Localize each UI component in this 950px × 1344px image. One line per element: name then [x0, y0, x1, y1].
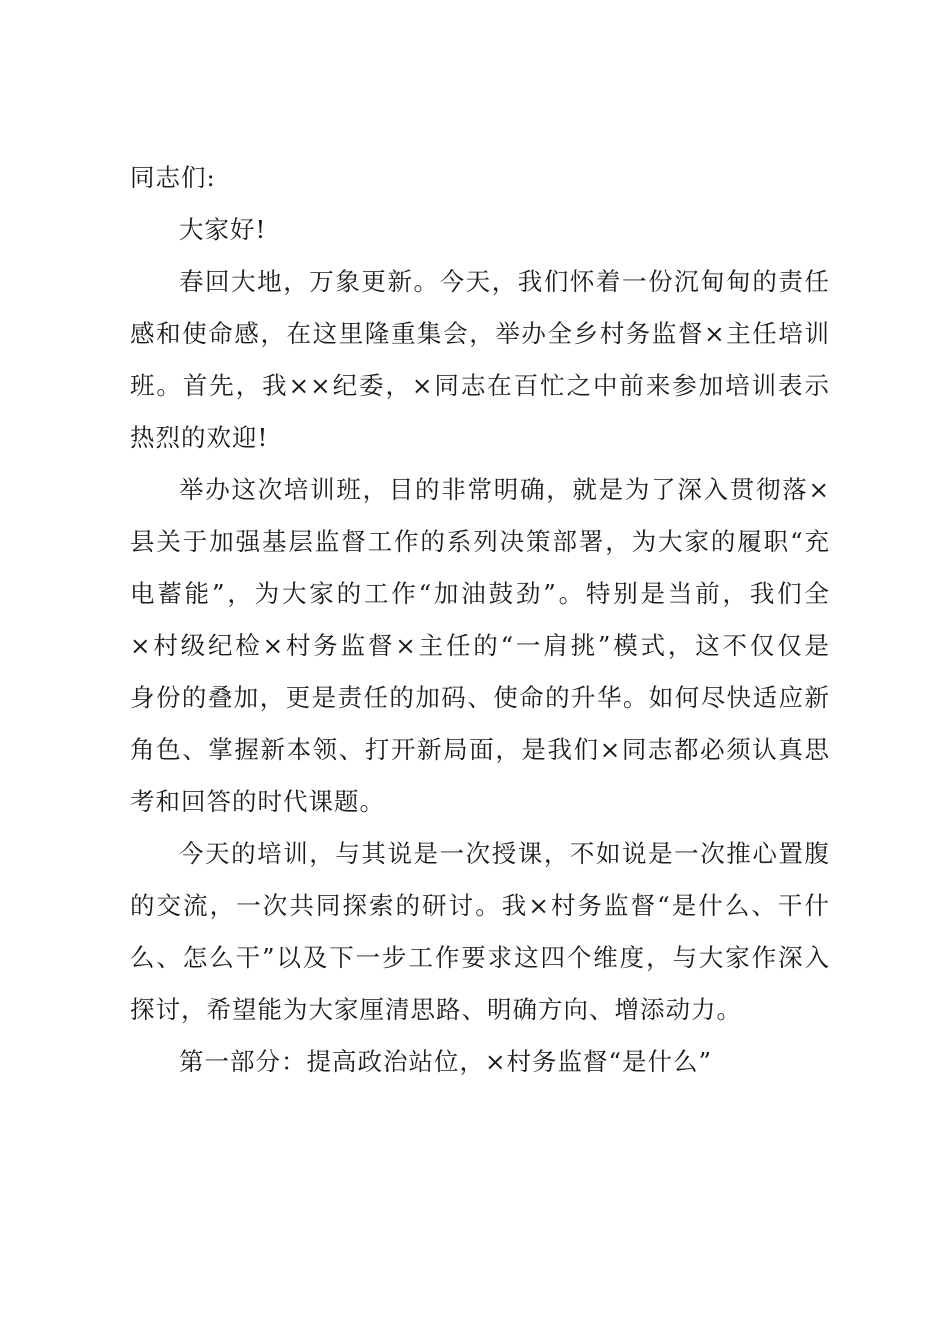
paragraph-3-line-2: 的交流，一次共同探索的研讨。我×村务监督“是什么、干什	[130, 891, 830, 920]
paragraph-1-line-4: 热烈的欢迎!	[130, 423, 269, 452]
paragraph-1-line-3: 班。首先，我××纪委，×同志在百忙之中前来参加培训表示	[130, 371, 830, 400]
paragraph-2-line-4: ×村级纪检×村务监督×主任的“一肩挑”模式，这不仅仅是	[130, 631, 830, 660]
paragraph-3-line-1: 今天的培训，与其说是一次授课，不如说是一次推心置腹	[179, 839, 830, 868]
paragraph-3-line-4: 探讨，希望能为大家厘清思路、明确方向、增添动力。	[130, 995, 742, 1024]
paragraph-1-line-2: 感和使命感，在这里隆重集会，举办全乡村务监督×主任培训	[130, 319, 830, 348]
document-page	[130, 152, 830, 1088]
paragraph-2-line-6: 角色、掌握新本领、打开新局面，是我们×同志都必须认真思	[130, 735, 830, 764]
paragraph-2-line-2: 县关于加强基层监督工作的系列决策部署，为大家的履职“充	[130, 527, 830, 556]
paragraph-3-line-3: 么、怎么干”以及下一步工作要求这四个维度，与大家作深入	[130, 943, 830, 972]
section-heading: 第一部分：提高政治站位，×村务监督“是什么”	[179, 1047, 713, 1076]
paragraph-2-line-5: 身份的叠加，更是责任的加码、使命的升华。如何尽快适应新	[130, 683, 830, 712]
paragraph-2-line-7: 考和回答的时代课题。	[130, 787, 385, 816]
paragraph-2-line-1: 举办这次培训班，目的非常明确，就是为了深入贯彻落×	[179, 475, 830, 504]
paragraph-2-line-3: 电蓄能”，为大家的工作“加油鼓劲”。特别是当前，我们全	[130, 579, 830, 608]
paragraph-1-line-1: 春回大地，万象更新。今天，我们怀着一份沉甸甸的责任	[179, 267, 830, 296]
salutation: 同志们:	[130, 163, 216, 192]
greeting: 大家好!	[179, 215, 267, 244]
